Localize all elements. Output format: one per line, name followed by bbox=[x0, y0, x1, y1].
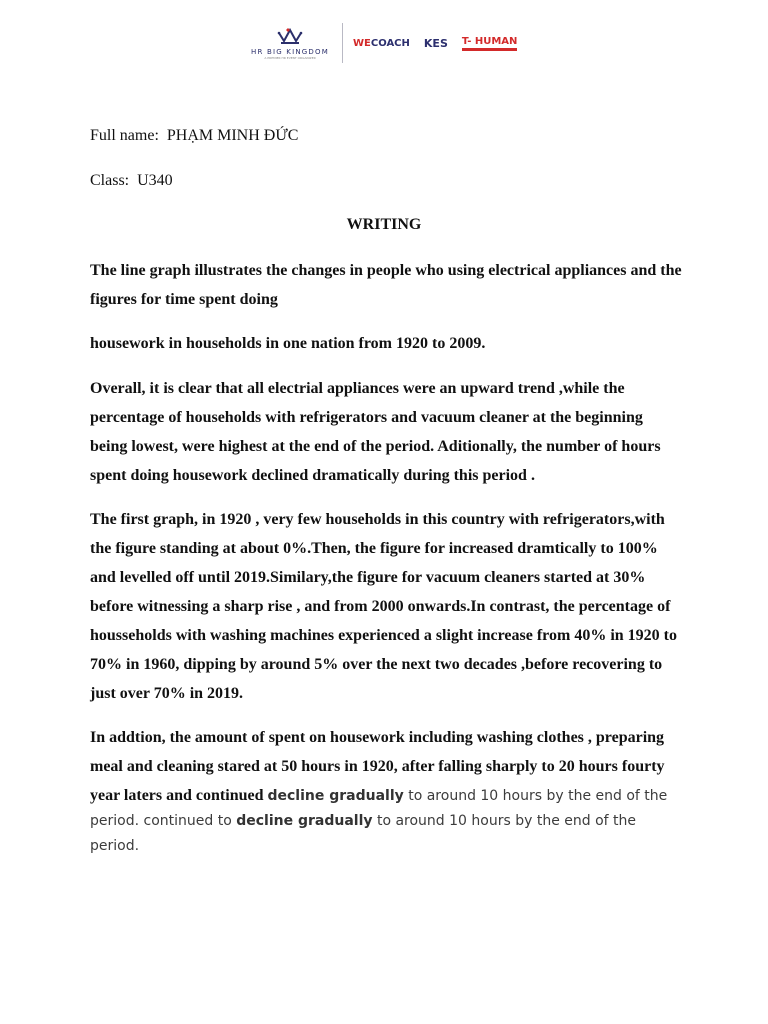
crown-icon bbox=[277, 27, 303, 47]
wecoach-logo bbox=[353, 38, 410, 49]
paragraph-intro: The line graph illustrates the changes in people who using electrical appliances and the figures for time spent doing bbox=[90, 262, 682, 308]
emphasis-decline-1: decline gradually bbox=[267, 788, 404, 804]
line2-a: period. continued to bbox=[90, 813, 232, 829]
paragraph-overview: Overall, it is clear that all electrial appliances were an upward trend ,while the percentage of households with refrigerators and vacuum cleaner at the beginning being lowest, were highest at the end of the period. Aditionally, the number of hours spent doing housework declined dramatically during this period . bbox=[90, 380, 661, 484]
full-name-value: PHẠM MINH ĐỨC bbox=[166, 127, 299, 144]
full-name-label: Full name: bbox=[90, 127, 159, 144]
full-name-line bbox=[90, 127, 682, 145]
emphasis-decline-2: decline gradually bbox=[236, 813, 373, 829]
thuman-logo bbox=[462, 36, 518, 51]
class-value: U340 bbox=[137, 172, 173, 189]
page-title: WRITING bbox=[346, 216, 422, 233]
paragraph-body-2 bbox=[90, 723, 682, 811]
hr-big-kingdom-logo bbox=[246, 27, 334, 60]
paragraph-body-2-line2 bbox=[90, 813, 690, 829]
thuman-underline bbox=[462, 48, 518, 51]
header-logo-strip bbox=[246, 22, 531, 64]
paragraph-body-2-lead: In addtion, the amount of spent on housework including washing clothes , preparing meal and cleaning stared at 50 hours in 1920, after falling sharply to 20 hours fourty year laters and continued bbox=[90, 729, 665, 804]
logo-tagline: A PREMIER HR EVENT ORGANIZER bbox=[264, 55, 316, 60]
logo-divider bbox=[342, 23, 343, 63]
paragraph-intro-cont: housework in households in one nation from 1920 to 2009. bbox=[90, 335, 486, 352]
logo-name: HR BIG KINGDOM bbox=[251, 47, 329, 56]
paragraph-body-2-line3: period. bbox=[90, 838, 140, 854]
kes-logo: KES bbox=[423, 36, 448, 50]
wecoach-coach: COACH bbox=[370, 37, 410, 49]
class-label: Class: bbox=[90, 172, 130, 189]
thuman-text: T- HUMAN bbox=[461, 35, 518, 47]
paragraph-body-2-tail bbox=[267, 788, 667, 804]
wecoach-we: WE bbox=[353, 37, 371, 49]
class-line bbox=[90, 172, 682, 190]
paragraph-body-1: The first graph, in 1920 , very few households in this country with refrigerators,with the figure standing at about 0%.Then, the figure for increased dramtically to 100% and levelled off until 2019.Similary,the figure for vacuum cleaners started at 30% before witnessing a sharp rise , and from 2000 onwards.In contrast, the percentage of housseholds with washing machines experienced a slight increase from 40% in 1920 to 70% in 1960, dipping by around 5% over the next two decades ,before recovering to just over 70% in 2019. bbox=[90, 511, 677, 702]
tail-text-1: to around 10 hours by the end of the bbox=[408, 788, 668, 804]
line2-b: to around 10 hours by the end of the bbox=[376, 813, 637, 829]
